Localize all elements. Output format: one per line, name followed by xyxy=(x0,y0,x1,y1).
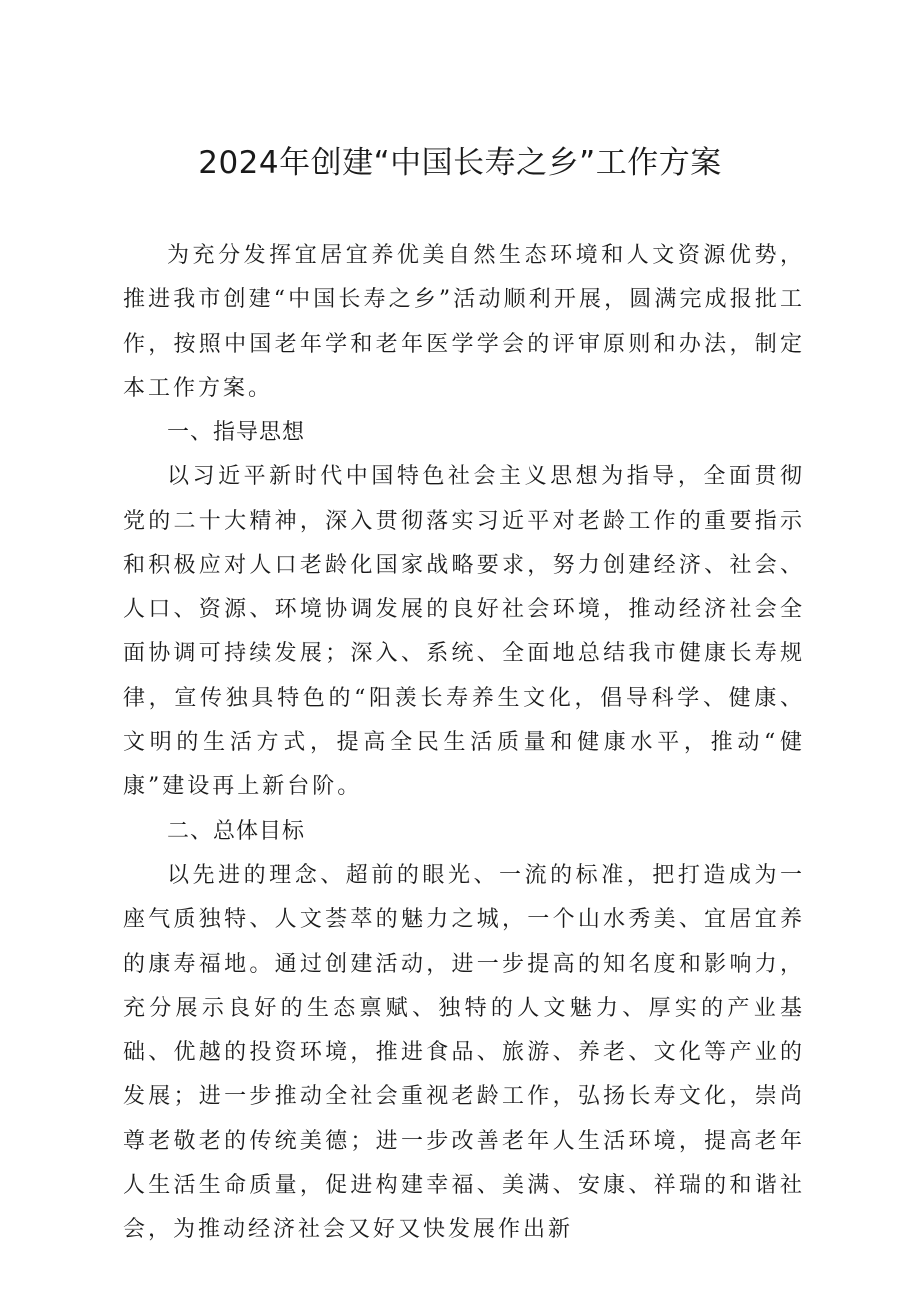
intro-paragraph: 为充分发挥宜居宜养优美自然生态环境和人文资源优势，推进我市创建“中国长寿之乡”活动顺利开展，圆满完成报批工作，按照中国老年学和老年医学学会的评审原则和办法，制定本工作方案。 xyxy=(123,243,805,401)
section-paragraph-overall-goals: 以先进的理念、超前的眼光、一流的标准，把打造成为一座气质独特、人文荟萃的魅力之城，一个山水秀美、宜居宜养的康寿福地。通过创建活动，进一步提高的知名度和影响力，充分展示良好的生态禀赋、独特的人文魅力、厚实的产业基础、优越的投资环境，推进食品、旅游、养老、文化等产业的发展；进一步推动全社会重视老龄工作，弘扬长寿文化，崇尚尊老敬老的传统美德；进一步改善老年人生活环境，提高老年人生活生命质量，促进构建幸福、美满、安康、祥瑞的和谐社会，为推动经济社会又好又快发展作出新 xyxy=(123,862,805,1243)
document-body xyxy=(123,234,805,1253)
section-heading-overall-goals: 二、总体目标 xyxy=(167,818,306,844)
document-title: 2024年创建“中国长寿之乡”工作方案 xyxy=(198,145,722,181)
section-heading-guiding-ideology: 一、指导思想 xyxy=(167,420,306,445)
section-paragraph-guiding-ideology: 以习近平新时代中国特色社会主义思想为指导，全面贯彻党的二十大精神，深入贯彻落实习近平对老龄工作的重要指示和积极应对人口老龄化国家战略要求，努力创建经济、社会、人口、资源、环境协调发展的良好社会环境，推动经济社会全面协调可持续发展；深入、系统、全面地总结我市健康长寿规律，宣传独具特色的“阳羡长寿养生文化，倡导科学、健康、文明的生活方式，提高全民生活质量和健康水平，推动“健康”建设再上新台阶。 xyxy=(123,464,805,800)
